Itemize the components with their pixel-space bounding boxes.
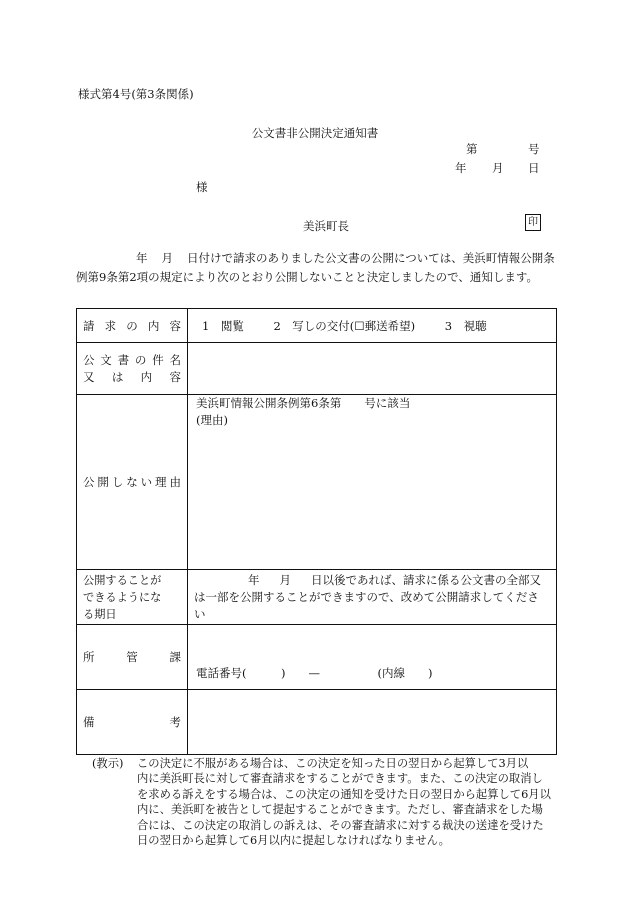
row-remarks: [77, 690, 557, 755]
label-disclosure-date-l2: できるようにな: [83, 590, 162, 604]
notes-tag: (教示): [92, 757, 124, 770]
reference-go: 号: [528, 142, 540, 156]
disclosure-month: 月: [279, 572, 291, 587]
value-remarks[interactable]: [188, 690, 557, 755]
value-nondisclosure-reason[interactable]: [188, 395, 557, 570]
intro-paragraph: [76, 249, 557, 286]
row-department: [77, 625, 557, 690]
label-disclosure-date-l3: る期日: [83, 607, 117, 621]
row-disclosure-date: [77, 570, 557, 625]
label-document-subject: [77, 343, 188, 395]
intro-text: 日付けで請求のありました公文書の公開については、美浜町情報公開条例第9条第2項の規定により次のとおり公開しないことと決定しましたので、通知します。: [76, 251, 555, 284]
intro-year: 年: [136, 251, 148, 265]
date-day: 日: [528, 161, 540, 175]
label-nondisclosure-reason: [77, 395, 188, 570]
label-nondisclosure-reason-text: 公 開 し な い 理 由: [83, 475, 181, 489]
notes-line: この決定に不服がある場合は、この決定を知った日の翌日から起算して3月以: [137, 757, 529, 770]
notes-line: 日の翌日から起算して6月以内に提起しなければなりません。: [137, 834, 450, 848]
value-disclosure-date[interactable]: [188, 570, 557, 625]
notes-line: 内に、美浜町を被告として提起することができます。ただし、審査請求をした場: [137, 803, 543, 817]
label-disclosure-date: [77, 570, 188, 625]
addressee-suffix: 様: [196, 180, 208, 194]
reason-label: (理由): [196, 413, 228, 427]
issuer-name: 美浜町長: [303, 219, 349, 233]
disclosure-line1-rest: 日以後であれば、請求に係る公文書の全部又: [311, 572, 541, 587]
label-request-content: [77, 309, 188, 343]
notes-line: 内に美浜町長に対して審査請求をすることができます。また、この決定の取消し: [137, 772, 543, 786]
document-title: 公文書非公開決定通知書: [251, 126, 379, 140]
reference-dai: 第: [466, 142, 478, 156]
value-department[interactable]: [188, 625, 557, 690]
request-options: [188, 309, 557, 343]
intro-month: 月: [161, 251, 173, 265]
disclosure-date-line1: [194, 572, 548, 589]
option-audiovisual[interactable]: 3 視聴: [444, 318, 487, 333]
date-year: 年: [455, 161, 467, 175]
phone-number: 電話番号( ) — (内線 ): [196, 666, 433, 680]
label-department: [77, 625, 188, 690]
date-month: 月: [492, 161, 504, 175]
label-document-subject-l2: 又 は 内 容: [83, 369, 181, 384]
form-number: 様式第4号(第3条関係): [78, 87, 194, 101]
seal-box: 印: [525, 214, 541, 231]
decision-table: [76, 308, 557, 755]
label-department-text: 所 管 課: [83, 650, 181, 664]
notes-line: 合には、この決定の取消しの訴えは、その審査請求に対する裁決の送達を受けた: [137, 818, 544, 832]
disclosure-year: 年: [248, 572, 260, 587]
reason-article: 美浜町情報公開条例第6条第 号に該当: [196, 396, 411, 410]
row-nondisclosure-reason: [77, 395, 557, 570]
row-request-content: [77, 309, 557, 343]
option-view[interactable]: 1 閲覧: [202, 318, 244, 333]
label-disclosure-date-l1: 公開することが: [83, 573, 162, 587]
notes-line: を求める訴えをする場合は、この決定の通知を受けた日の翌日から起算して6月以: [137, 787, 551, 801]
option-copy[interactable]: 2 写しの交付(☐郵送希望): [273, 318, 416, 333]
label-document-subject-l1: 公 文 書 の 件 名: [83, 352, 181, 367]
label-request-content-text: 請 求 の 内 容: [83, 318, 181, 333]
value-document-subject[interactable]: [188, 343, 557, 395]
label-remarks: [77, 690, 188, 755]
row-document-subject: [77, 343, 557, 395]
label-remarks-text: 備 考: [83, 715, 181, 729]
disclosure-date-line2: は一部を公開することができますので、改めて公開請求してください: [194, 589, 539, 621]
notes-body: [137, 756, 559, 848]
